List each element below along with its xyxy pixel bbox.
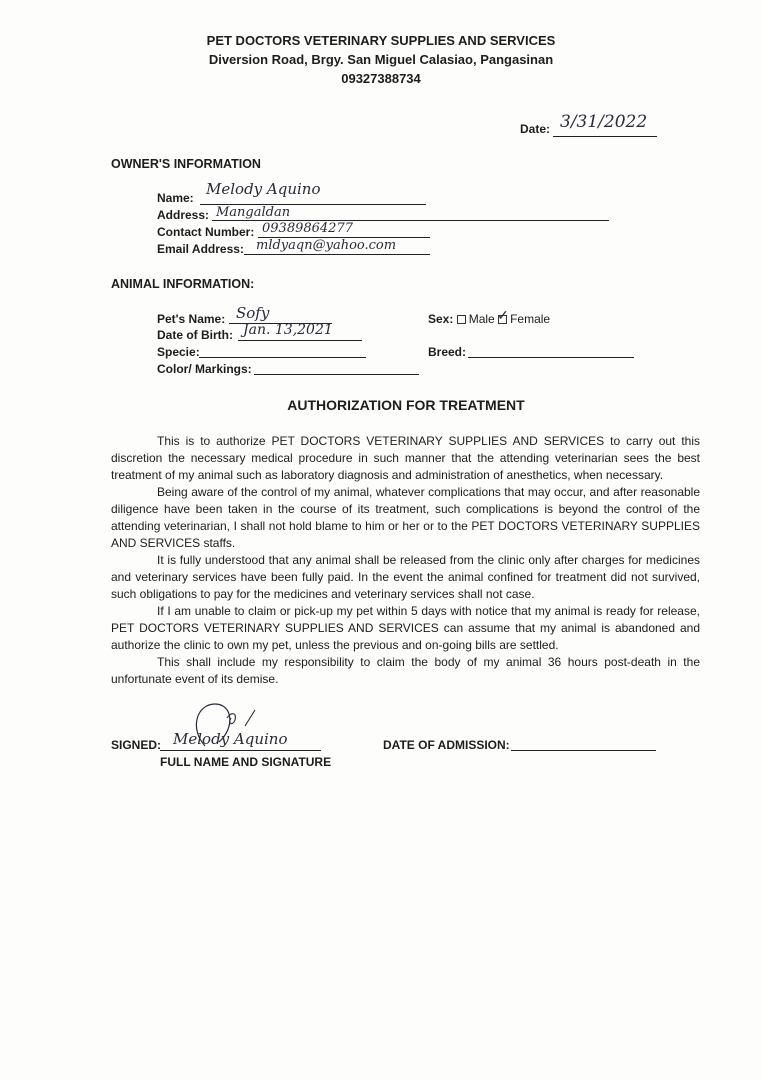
signature-value: Melody Aquino (173, 730, 288, 748)
authorization-paragraph-1: This is to authorize PET DOCTORS VETERINARY SUPPLIES AND SERVICES to carry out this discretion the necessary medical procedure in such manner that the attending veterinarian sees the best treatment of my animal such as laboratory diagnosis and administration of anesthetics, when necessary. (111, 434, 700, 482)
signed-label: SIGNED: (111, 738, 162, 752)
owner-email-value: mldyaqn@yahoo.com (256, 238, 397, 253)
authorization-body (111, 433, 700, 688)
admission-line (511, 750, 656, 751)
owner-name-value: Melody Aquino (206, 180, 321, 198)
admission-label: DATE OF ADMISSION: (383, 738, 510, 752)
date-line (553, 136, 657, 137)
signature-caption: FULL NAME AND SIGNATURE (160, 755, 332, 769)
dob-value: Jan. 13,2021 (243, 322, 333, 338)
authorization-paragraph-3: It is fully understood that any animal shall be released from the clinic only after charges for medicines and veterinary services have been fully paid. In the event the animal confined for treatment did not survived, such obligations to pay for the medicines and veterinary services shall not case. (111, 553, 700, 601)
owner-address-label: Address: (157, 208, 210, 222)
authorization-paragraph-4: If I am unable to claim or pick-up my pet within 5 days with notice that my animal is ready for release, PET DOCTORS VETERINARY SUPPLIES AND SERVICES can assume that my animal is abandoned and authorize the clinic to own my pet, unless the previous and on-going bills are settled. (111, 604, 700, 652)
date-label: Date: (520, 122, 551, 136)
color-line (254, 374, 419, 375)
company-phone: 09327388734 (341, 71, 421, 86)
male-label: Male (468, 312, 495, 326)
owner-name-label: Name: (157, 191, 194, 205)
animal-heading: ANIMAL INFORMATION: (111, 277, 255, 291)
date-value: 3/31/2022 (560, 112, 648, 132)
owner-address-value: Mangaldan (216, 205, 291, 220)
check-mark-icon: ✓ (497, 307, 509, 324)
female-label: Female (510, 312, 551, 326)
male-checkbox[interactable] (457, 315, 466, 324)
pet-name-value: Sofy (236, 304, 270, 322)
sex-label: Sex: (428, 312, 454, 326)
company-name: PET DOCTORS VETERINARY SUPPLIES AND SERVICES (206, 33, 556, 48)
specie-label: Specie: (157, 345, 200, 359)
specie-line (199, 357, 366, 358)
female-checkbox[interactable] (497, 307, 509, 324)
owner-heading: OWNER'S INFORMATION (111, 157, 261, 171)
color-label: Color/ Markings: (157, 362, 252, 376)
sex-field (428, 307, 551, 326)
signature-line (160, 750, 321, 751)
pet-name-label: Pet's Name: (157, 312, 226, 326)
owner-contact-label: Contact Number: (157, 225, 255, 239)
owner-email-label: Email Address: (157, 242, 244, 256)
owner-email-line (244, 254, 430, 255)
company-address: Diversion Road, Brgy. San Miguel Calasiao, Pangasinan (208, 52, 554, 67)
dob-line (238, 340, 362, 341)
owner-contact-value: 09389864277 (262, 221, 353, 236)
breed-label: Breed: (428, 345, 467, 359)
dob-label: Date of Birth: (157, 328, 233, 342)
authorization-paragraph-5: This shall include my responsibility to claim the body of my animal 36 hours post-death in the unfortunate event of its demise. (111, 655, 700, 686)
breed-line (468, 357, 634, 358)
authorization-title: AUTHORIZATION FOR TREATMENT (287, 397, 525, 413)
authorization-paragraph-2: Being aware of the control of my animal, whatever complications that may occur, and after reasonable diligence have been taken in the course of its treatment, such complications is beyond the control of the attending veterinarian, I shall not hold blame to him or her or to the PET DOCTORS VETERINARY SUPPLIES AND SERVICES staffs. (111, 485, 700, 550)
